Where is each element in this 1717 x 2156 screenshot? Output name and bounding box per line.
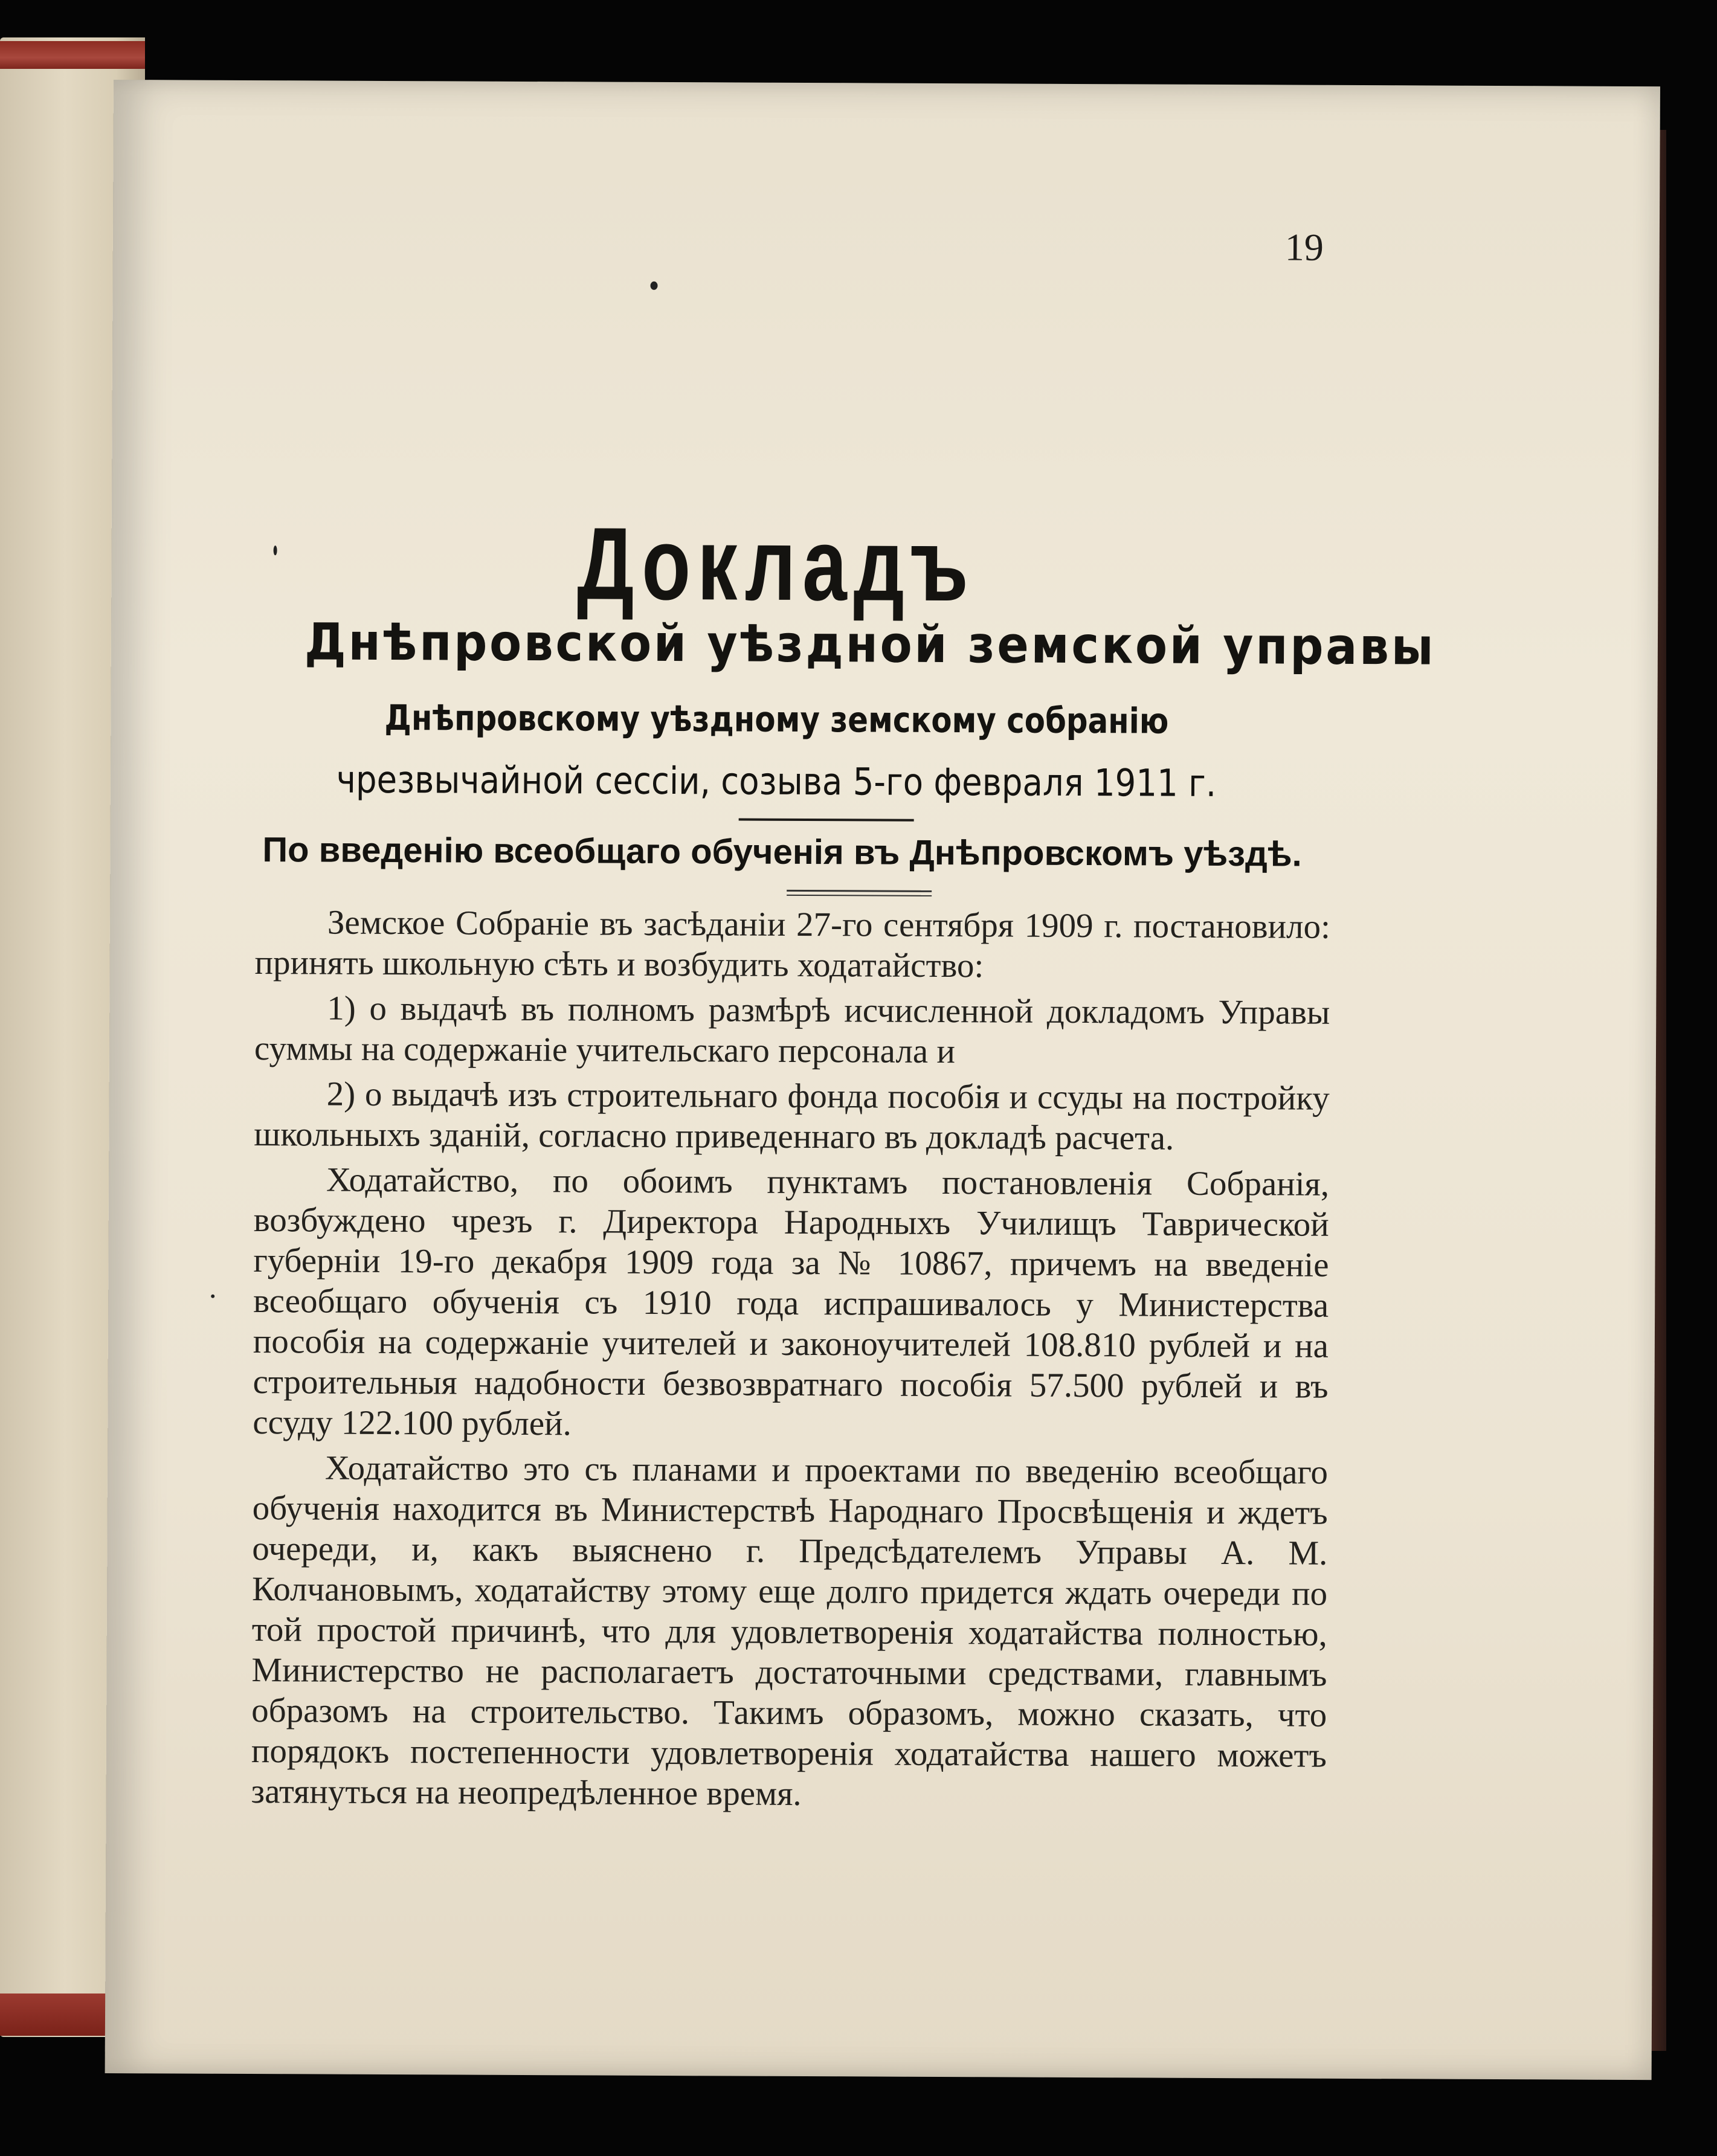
paragraph: Ходатайство это съ планами и проектами по введенію всеобщаго обученія находится въ Министерствѣ Народнаго Просвѣщенія и ждетъ очереди, и, какъ выяснено г. Предсѣдателемъ Управы А. М. Колчановымъ, ходатайству этому еще долго придется ждать очереди по той простой причинѣ, что для удовлетворенія ходатайства полностью, Министерство не располагаетъ достаточными средствами, главнымъ образомъ на строительство. Такимъ образомъ, можно сказать, что порядокъ постепенности удовлетворенія ходатайства нашего можетъ затянуться на неопредѣленное время. — [251, 1449, 1329, 1813]
subtitle-issuer: Днѣпровской уѣздной земской управы — [304, 612, 1436, 677]
page-number: 19 — [1284, 225, 1324, 269]
subtitle-session: чрезвычайной сессіи, созыва 5-го февраля 1911 г. — [336, 757, 1217, 805]
paragraph: Земское Собраніе въ засѣданіи 27-го сентября 1909 г. постановило: принять школьную сѣть и возбудить ходатайство: — [254, 903, 1331, 985]
ink-speck — [211, 1295, 214, 1298]
red-binding-top — [0, 41, 145, 69]
paragraph: 1) о выдачѣ въ полномъ размѣрѣ исчисленной докладомъ Управы суммы на содержаніе учительскаго персонала и — [254, 989, 1330, 1071]
ink-speck — [274, 545, 277, 555]
double-rule-top — [787, 890, 932, 892]
divider-rule — [739, 819, 914, 822]
body-text — [251, 902, 1330, 1821]
document-title: Докладъ — [576, 506, 976, 623]
subtitle-addressee: Днѣпровскому уѣздному земскому собранію — [384, 697, 1169, 742]
paragraph: 2) о выдачѣ изъ строительнаго фонда пособія и ссуды на постройку школьныхъ зданій, согласно приведеннаго въ докладѣ расчета. — [254, 1075, 1330, 1157]
document-page — [105, 80, 1660, 2080]
double-rule-bottom — [787, 895, 932, 896]
ink-speck — [650, 282, 657, 290]
paragraph: Ходатайство, по обоимъ пунктамъ постановленія Собранія, возбуждено чрезъ г. Директора Народныхъ Училищъ Таврической губерніи 19-го декабря 1909 года за № 10867, причемъ на введеніе всеобщаго обученія съ 1910 года испрашивалось у Министерства пособія на содержаніе учителей и законоучителей 108.810 рублей и на строительныя надобности безвозвратнаго пособія 57.500 рублей и въ ссуду 122.100 рублей. — [253, 1160, 1330, 1443]
section-heading: По введенію всеобщаго обученія въ Днѣпровскомъ уѣздѣ. — [262, 830, 1302, 874]
